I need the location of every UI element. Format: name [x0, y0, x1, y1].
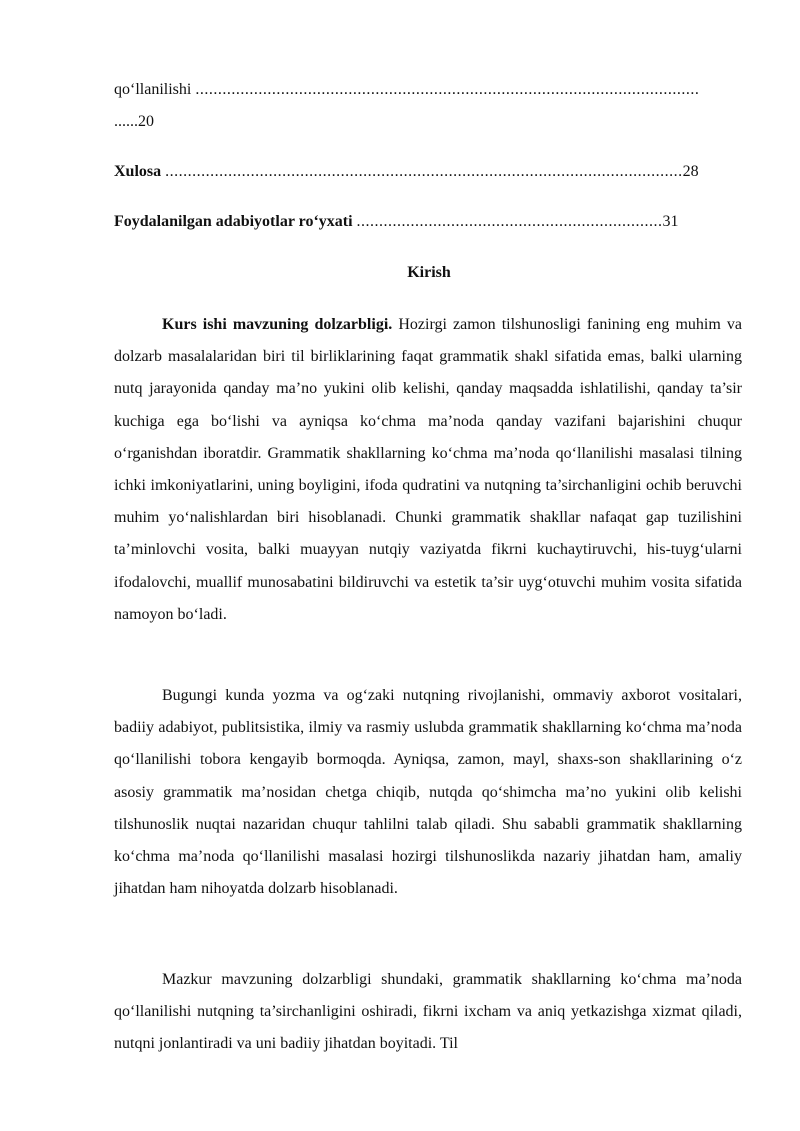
paragraph [114, 309, 742, 631]
toc-entry-title: Xulosa [114, 163, 162, 180]
toc-entry-continuation [114, 112, 742, 132]
toc-page-number: 31 [662, 213, 679, 230]
paragraph-text: Bugungi kunda yozma va og‘zaki nutqning rivojlanishi, ommaviy axborot vositalari, badiiy adabiyot, publitsistika, ilmiy va rasmiy uslubda grammatik shakllarning ko‘chma ma’noda qo‘llanilishi tobora kengayib bormoqda. Ayniqsa, zamon, mayl, shaxs-son shakllarining o‘z asosiy grammatik ma’nosidan chetga chiqib, nutqda qo‘shimcha ma’no yukini olib kelishi tilshunoslik nuqtai nazaridan chuqur tahlilni talab qiladi. Shu sababli grammatik shakllarning ko‘chma ma’noda qo‘llanilishi masalasi hozirgi tilshunoslikda nazariy jihatdan ham, amaliy jihatdan ham nihoyatda dolzarb hisoblanadi. [114, 687, 742, 898]
toc-leader-dots: ................................................................................................................... [165, 163, 683, 180]
section-heading: Kirish [407, 264, 451, 281]
toc-entry [114, 212, 742, 232]
toc-entry [114, 80, 742, 100]
toc-entry-title: Foydalanilgan adabiyotlar ro‘yxati [114, 213, 353, 230]
paragraph-text: Mazkur mavzuning dolzarbligi shundaki, grammatik shakllarning ko‘chma ma’noda qo‘llanilishi nutqning ta’sirchanligini oshiradi, fikrni ixcham va aniq yetkazishga xizmat qiladi, nutqni jonlantiradi va uni badiiy jihatdan boyitadi. Til [114, 971, 742, 1053]
toc-leader-dots: .................................................................... [356, 213, 663, 230]
toc-page-number: ......20 [114, 113, 154, 130]
toc-entry [114, 162, 742, 182]
toc-leader-dots: ................................................................................................................ [195, 81, 700, 98]
toc-entry-title: qo‘llanilishi [114, 81, 192, 98]
paragraph-lead: Kurs ishi mavzuning dolzarbligi. [162, 316, 393, 333]
paragraph-text: Hozirgi zamon tilshunosligi fanining eng muhim va dolzarb masalalaridan biri til birliklarining faqat grammatik shakl sifatida emas, balki ularning nutq jarayonida qanday ma’no yukini olib kelishi, qanday maqsadda ishlatilishi, qanday ta’sir kuchiga ega bo‘lishi va ayniqsa ko‘chma ma’noda qanday vazifani bajarishini chuqur o‘rganishdan iboratdir. Grammatik shakllarning ko‘chma ma’noda qo‘llanilishi masalasi tilning ichki imkoniyatlarini, uning boyligini, ifoda qudratini va nutqning ta’sirchanligini ochib beruvchi muhim yo‘nalishlardan biri hisoblanadi. Chunki grammatik shakllar nafaqat gap tuzilishini ta’minlovchi vosita, balki muayyan nutqiy vaziyatda fikrni kuchaytiruvchi, his-tuyg‘ularni ifodalovchi, muallif munosabatini bildiruvchi va estetik ta’sir uyg‘otuvchi muhim vosita sifatida namoyon bo‘ladi. [114, 316, 742, 623]
paragraph [114, 680, 742, 905]
paragraph [114, 964, 742, 1061]
toc-page-number: 28 [682, 163, 699, 180]
